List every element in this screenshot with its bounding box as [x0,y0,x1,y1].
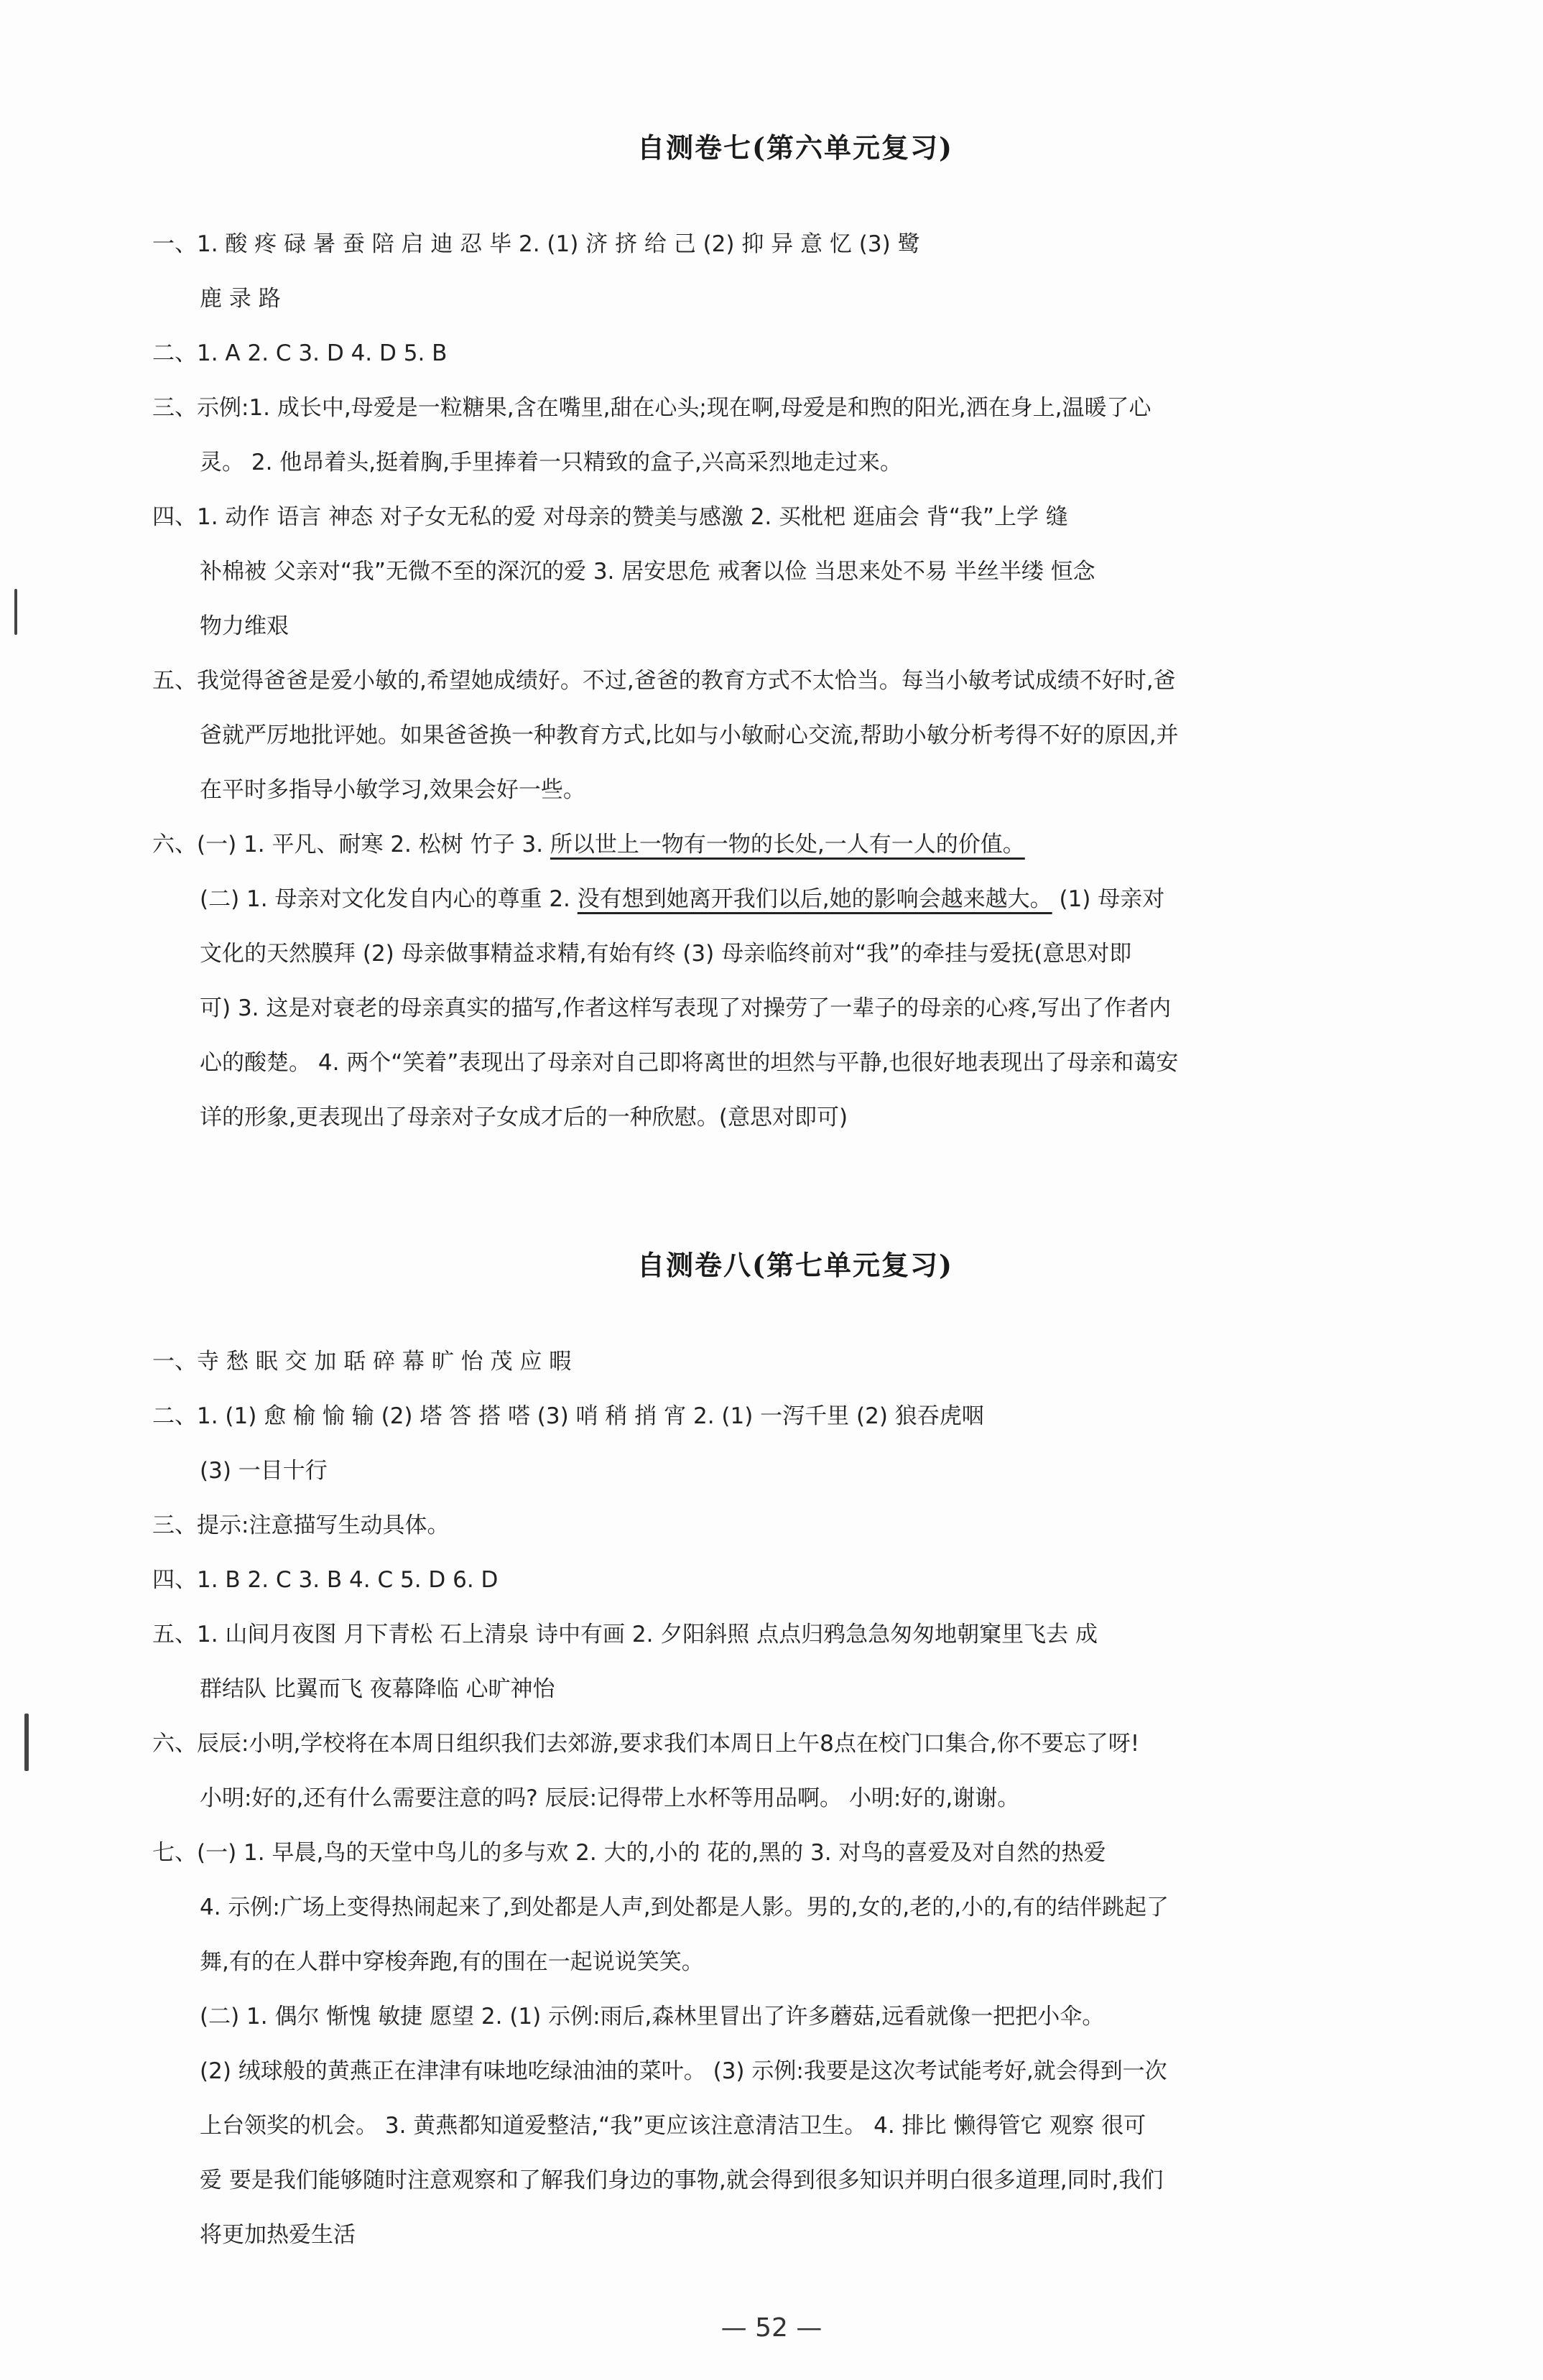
answer-line: (3) 一目十行 [200,1458,328,1484]
underlined-answer: 所以世上一物有一物的长处,一人有一人的价值。 [550,832,1025,857]
section-test-8 [152,1244,1438,2262]
answer-line: 五、我觉得爸爸是爱小敏的,希望她成绩好。不过,爸爸的教育方式不太恰当。每当小敏考试成绩不好时,爸 [152,668,1176,694]
answer-line: 爸就严厉地批评她。如果爸爸换一种教育方式,比如与小敏耐心交流,帮助小敏分析考得不好的原因,并 [200,722,1179,748]
answer-line: 群结队 比翼而飞 夜幕降临 心旷神怡 [200,1676,555,1702]
answer-text: (二) 1. 母亲对文化发自内心的尊重 2. [200,886,578,912]
answer-line: 心的酸楚。 4. 两个“笑着”表现出了母亲对自己即将离世的坦然与平静,也很好地表现出了母亲和蔼安 [200,1050,1179,1076]
answer-line: 二、1. (1) 愈 榆 愉 输 (2) 塔 答 搭 嗒 (3) 哨 稍 捎 宵 2. (1) 一泻千里 (2) 狼吞虎咽 [152,1403,984,1429]
answer-text: 六、(一) 1. 平凡、耐寒 2. 松树 竹子 3. [152,832,550,857]
answer-text: (1) 母亲对 [1052,886,1165,912]
answer-line: 三、示例:1. 成长中,母爱是一粒糖果,含在嘴里,甜在心头;现在啊,母爱是和煦的阳光,洒在身上,温暖了心 [152,395,1152,421]
answer-line: 将更加热爱生活 [200,2222,356,2248]
section-title: 自测卷八(第七单元复习) [637,1249,953,1281]
answer-line [152,817,1438,872]
answer-line: 可) 3. 这是对衰老的母亲真实的描写,作者这样写表现了对操劳了一辈子的母亲的心疼,写出了作者内 [200,995,1172,1021]
scan-mark-top [14,589,17,635]
answer-line: 舞,有的在人群中穿梭奔跑,有的围在一起说说笑笑。 [200,1949,704,1975]
answer-line [152,872,1438,926]
answer-line: 在平时多指导小敏学习,效果会好一些。 [200,777,585,803]
underlined-answer: 没有想到她离开我们以后,她的影响会越来越大。 [577,886,1052,912]
answer-line: 详的形象,更表现出了母亲对子女成才后的一种欣慰。(意思对即可) [200,1105,848,1130]
section-test-7 [152,126,1438,1145]
answer-line: 灵。 2. 他昂着头,挺着胸,手里捧着一只精致的盒子,兴高采烈地走过来。 [200,450,902,475]
answer-line: 4. 示例:广场上变得热闹起来了,到处都是人声,到处都是人影。男的,女的,老的,小的,有的结伴跳起了 [200,1895,1169,1920]
page-number: — 52 — [720,2313,823,2343]
answer-line: 补棉被 父亲对“我”无微不至的深沉的爱 3. 居安思危 戒奢以俭 当思来处不易 半丝半缕 恒念 [200,559,1095,585]
answer-line: 爱 要是我们能够随时注意观察和了解我们身边的事物,就会得到很多知识并明白很多道理,同时,我们 [200,2167,1164,2193]
answer-line: 七、(一) 1. 早晨,鸟的天堂中鸟儿的多与欢 2. 大的,小的 花的,黑的 3. 对鸟的喜爱及对自然的热爱 [152,1840,1106,1866]
answer-line: 物力维艰 [200,613,289,639]
section-title: 自测卷七(第六单元复习) [637,131,953,164]
answer-line: 六、辰辰:小明,学校将在本周日组织我们去郊游,要求我们本周日上午8点在校门口集合,你不要忘了呀! [152,1731,1140,1757]
answer-line: 四、1. B 2. C 3. B 4. C 5. D 6. D [152,1567,499,1593]
answer-line: 鹿 录 路 [200,286,281,312]
answer-line: 小明:好的,还有什么需要注意的吗? 辰辰:记得带上水杯等用品啊。 小明:好的,谢谢。 [200,1785,1020,1811]
answer-line: 文化的天然膜拜 (2) 母亲做事精益求精,有始有终 (3) 母亲临终前对“我”的牵挂与爱抚(意思对即 [200,941,1132,967]
answer-line: 二、1. A 2. C 3. D 4. D 5. B [152,340,448,366]
answer-line: 一、寺 愁 眠 交 加 聒 碎 幕 旷 怡 茂 应 暇 [152,1349,572,1375]
answer-line: 四、1. 动作 语言 神态 对子女无私的爱 对母亲的赞美与感激 2. 买枇杷 逛庙会 背“我”上学 缝 [152,504,1068,530]
answer-line: 上台领奖的机会。 3. 黄燕都知道爱整洁,“我”更应该注意清洁卫生。 4. 排比 懒得管它 观察 很可 [200,2113,1146,2139]
answer-line: (2) 绒球般的黄燕正在津津有味地吃绿油油的菜叶。 (3) 示例:我要是这次考试能考好,就会得到一次 [200,2058,1167,2084]
scan-mark-bottom [24,1714,29,1771]
answer-line: 三、提示:注意描写生动具体。 [152,1512,450,1538]
answer-line: 五、1. 山间月夜图 月下青松 石上清泉 诗中有画 2. 夕阳斜照 点点归鸦急急匆匆地朝窠里飞去 成 [152,1622,1098,1647]
answer-line: 一、1. 酸 疼 碌 暑 蚕 陪 启 迪 忍 毕 2. (1) 济 挤 给 己 (2) 抑 异 意 忆 (3) 鹭 [152,231,920,257]
answer-line: (二) 1. 偶尔 惭愧 敏捷 愿望 2. (1) 示例:雨后,森林里冒出了许多蘑菇,远看就像一把把小伞。 [200,2004,1105,2030]
